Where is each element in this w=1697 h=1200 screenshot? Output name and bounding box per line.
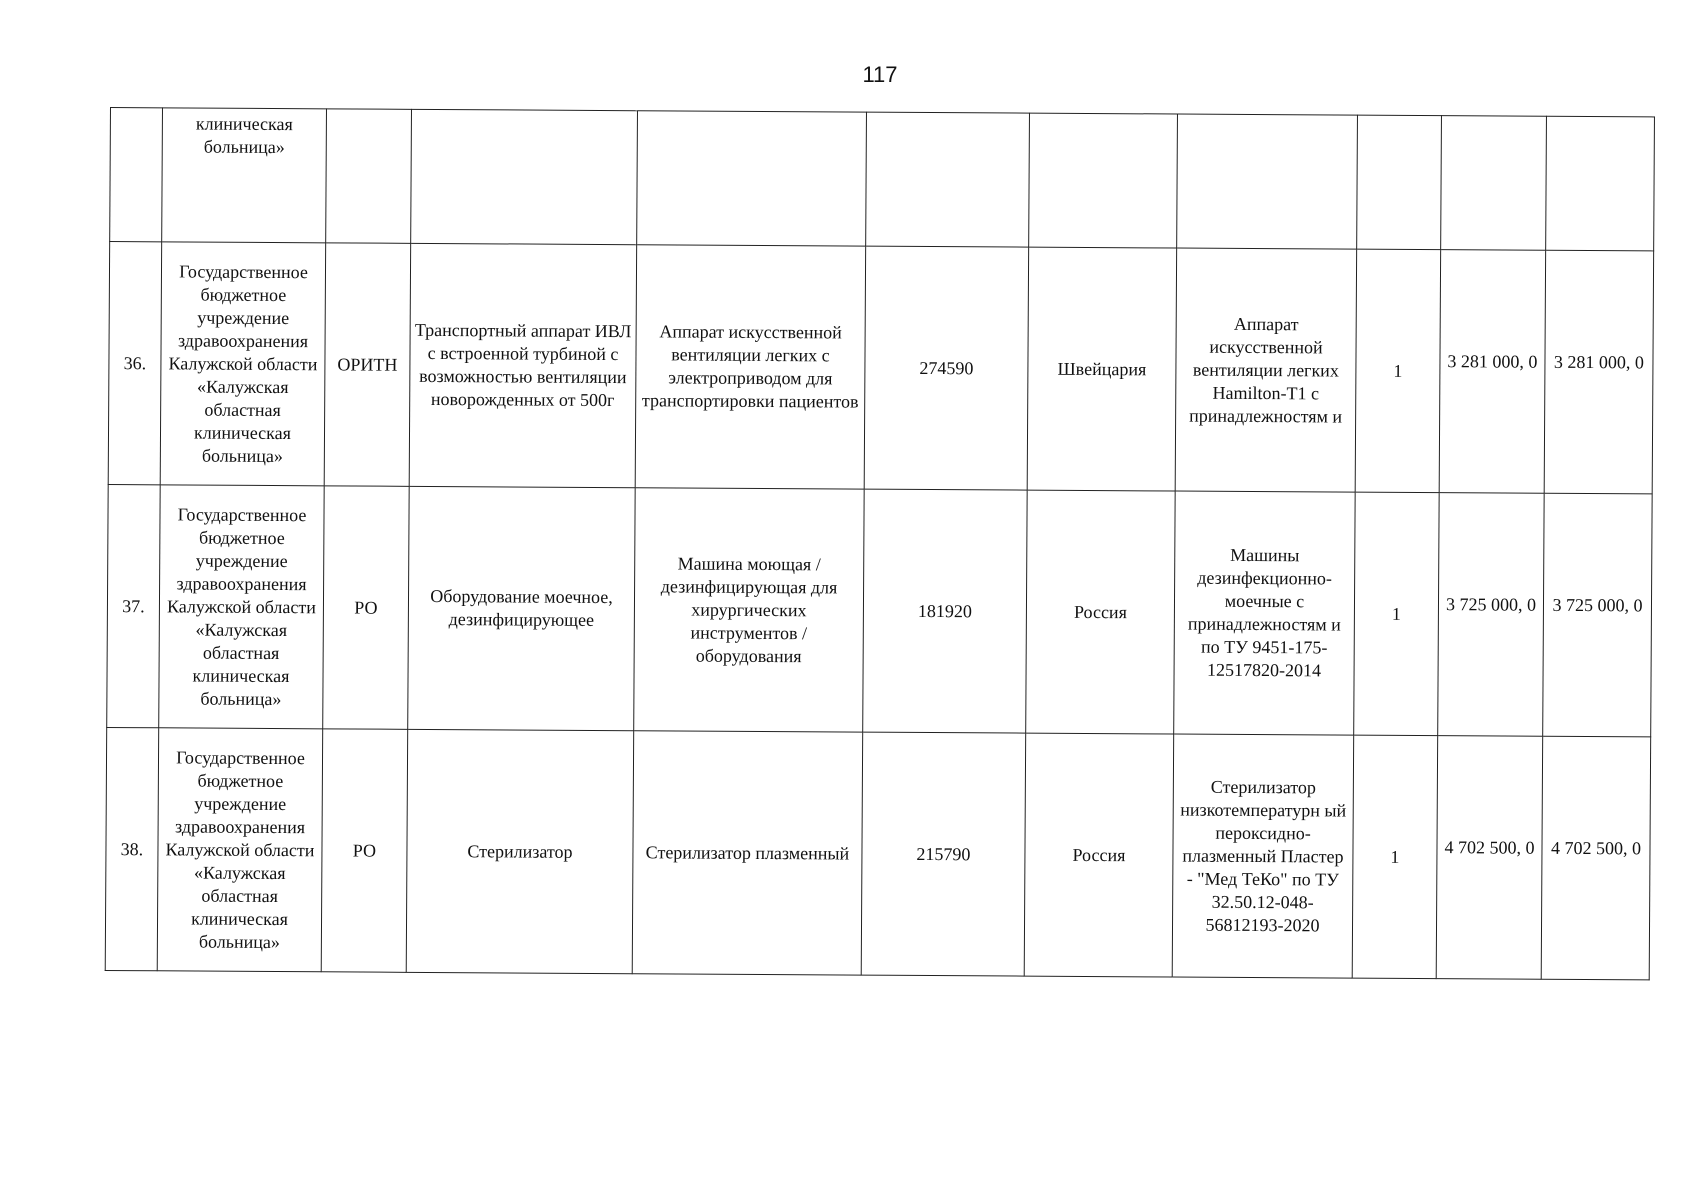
unit-price-cell: 3 725 000, 0 [1438,493,1544,737]
quantity-cell [1357,115,1442,250]
row-number-cell [110,108,163,242]
total-cell: 3 281 000, 0 [1544,250,1653,494]
equipment-type-cell: Аппарат искусственной вентиляции легких с электроприводом для транспортировки пациентов [635,245,865,489]
department-cell: РО [321,729,407,973]
page-number: 117 [862,62,898,87]
code-cell [866,112,1030,247]
institution-cell: Государственное бюджетное учреждение здравоохранения Калужской области «Калужская областная клиническая больница» [159,485,324,729]
table-row [110,108,1655,251]
code-cell: 181920 [863,489,1027,733]
country-cell: Швейцария [1027,247,1176,491]
equipment-type-cell: Машина моющая /дезинфицирующая для хирургических инструментов /оборудования [634,488,864,732]
unit-price-cell: 4 702 500, 0 [1436,736,1542,980]
unit-price-cell [1441,116,1547,251]
table-row [105,727,1650,979]
equipment-type-cell [637,111,867,246]
row-number-cell: 37. [107,484,160,727]
row-number-cell: 38. [105,727,158,970]
model-cell [1177,114,1358,249]
total-cell: 4 702 500, 0 [1541,736,1650,980]
department-cell: ОРИТН [324,243,410,487]
quantity-cell: 1 [1354,492,1439,736]
equipment-cell [411,109,638,244]
row-number-cell: 36. [108,242,161,485]
equipment-table [105,107,1655,980]
quantity-cell: 1 [1355,249,1440,493]
model-cell: Стерилизатор низкотемпературн ый пероксидно-плазменный Пластер - "Мед ТеКо" по ТУ 32.50.12-048-56812193-2020 [1172,734,1353,978]
model-cell: Аппарат искусственной вентиляции легких Hamilton-T1 с принадлежностям и [1175,248,1356,492]
equipment-cell: Оборудование моечное, дезинфицирующее [408,486,635,730]
department-cell: РО [323,486,409,730]
country-cell: Россия [1024,733,1173,977]
total-cell [1546,116,1655,251]
institution-cell: Государственное бюджетное учреждение здравоохранения Калужской области «Калужская областная клиническая больница» [157,728,322,972]
total-cell: 3 725 000, 0 [1543,493,1652,737]
table-row [108,242,1653,494]
institution-cell: клиническая больница» [162,108,327,243]
quantity-cell: 1 [1352,735,1437,979]
code-cell: 215790 [861,732,1025,976]
equipment-cell: Стерилизатор [406,729,633,973]
institution-cell: Государственное бюджетное учреждение здравоохранения Калужской области «Калужская областная клиническая больница» [160,242,325,486]
country-cell [1029,113,1178,248]
equipment-cell: Транспортный аппарат ИВЛ с встроенной турбиной с возможностью вентиляции новорожденных от 500г [409,243,636,487]
table-row [107,484,1652,736]
department-cell [326,109,412,244]
code-cell: 274590 [864,246,1028,490]
country-cell: Россия [1026,490,1175,734]
equipment-type-cell: Стерилизатор плазменный [632,731,862,975]
unit-price-cell: 3 281 000, 0 [1439,250,1545,494]
model-cell: Машины дезинфекционно-моечные с принадлежностям и по ТУ 9451-175-12517820-2014 [1174,491,1355,735]
